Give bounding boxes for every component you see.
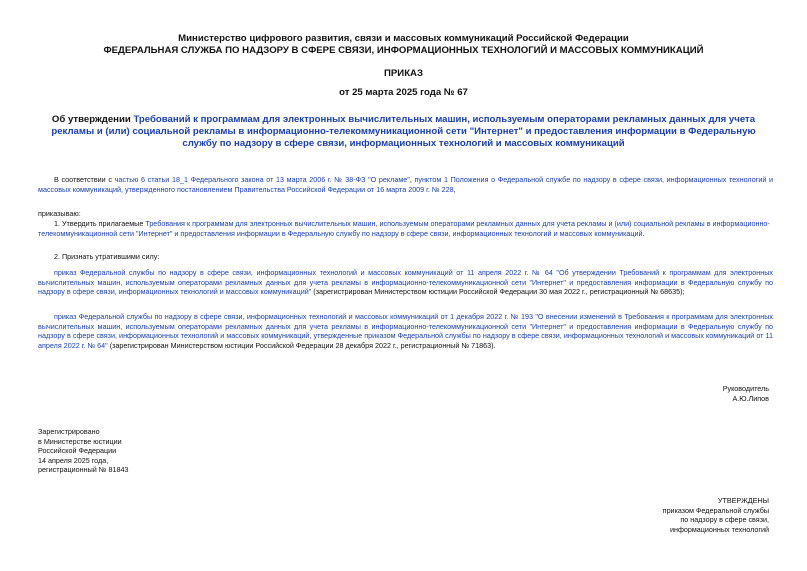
p2-suffix: . <box>642 228 645 238</box>
approved-line: УТВЕРЖДЕНЫ <box>717 496 769 505</box>
paragraph-repeal-order-193 <box>38 312 773 350</box>
approved-line: приказом Федеральной службы <box>662 505 769 515</box>
p1-mid: , <box>409 175 415 184</box>
p1-prefix: В соответствии с <box>54 175 115 184</box>
document-title <box>36 114 771 150</box>
order-193-link[interactable]: приказ Федеральной службы по надзору в сфере связи, информационных технологий и массовых коммуникаций от 1 декабря 2022 г. № 193 "О внесении изменений в Требования к программам для электронных вычислительных машин, используемым операторами рекламных данных для учета рекламы в информационно-телекоммуникационной сети "Интернет" и предоставления информации в Федеральную службу по надзору в сфере связи, информационных технологий и массовых коммуникаций, утвержденные приказом Федеральной службы по надзору в сфере связи, информационных технологий и массовых коммуникаций от 11 апреля 2022 г. № 64" <box>38 312 773 350</box>
law-link[interactable]: частью 6 статьи 18_1 Федерального закона от 13 марта 2006 г. № 38-ФЗ "О рекламе" <box>114 175 410 184</box>
p1-suffix: , <box>453 184 456 194</box>
service-name: ФЕДЕРАЛЬНАЯ СЛУЖБА ПО НАДЗОРУ В СФЕРЕ СВЯЗИ, ИНФОРМАЦИОННЫХ ТЕХНОЛОГИЙ И МАССОВЫХ КОММУНИКАЦИЙ <box>103 45 704 56</box>
signature-name: А.Ю.Липов <box>732 393 769 403</box>
ministry-name: Министерство цифрового развития, связи и массовых коммуникаций Российской Федерации <box>178 33 629 44</box>
document-header <box>30 33 777 57</box>
p5-suffix: (зарегистрирован Министерством юстиции Российской Федерации 28 декабря 2022 г., регистрационный № 71863). <box>107 340 496 350</box>
signature-role: Руководитель <box>722 384 769 393</box>
registration-block <box>38 427 128 475</box>
paragraph-repeal-heading: 2. Признать утратившими силу: <box>54 252 160 261</box>
registration-line: Российской Федерации <box>38 446 117 456</box>
order-64-link[interactable]: приказ Федеральной службы по надзору в сфере связи, информационных технологий и массовых коммуникаций от 11 апреля 2022 г. № 64 "Об утверждении Требований к программам для электронных вычислительных машин, используемым операторами рекламных данных для учета рекламы в информационно-телекоммуникационной сети "Интернет" и предоставления информации в Федеральную службу по надзору в сфере связи, информационных технологий и массовых коммуникаций" <box>38 268 773 297</box>
approved-line: информационных технологий <box>669 524 769 534</box>
signature-block <box>723 384 769 403</box>
registration-line: 14 апреля 2025 года, <box>38 455 109 465</box>
title-link[interactable]: Требований к программам для электронных вычислительных машин, используемым операторами рекламных данных для учета рекламы и (или) социальной рекламы в информационно-телекоммуникационной сети "Интернет" и предоставления информации в Федеральную службу по надзору в сфере связи, информационных технологий и массовых коммуникаций <box>51 114 756 149</box>
requirements-link[interactable]: Требования к программам для электронных вычислительных машин, используемым операторами рекламных данных для учета рекламы и (или) социальной рекламы в информационно-телекоммуникационной сети "Интернет" и предоставления информации в Федеральную службу по надзору в сфере связи, информационных технологий и массовых коммуникаций <box>38 219 770 238</box>
doc-type: ПРИКАЗ <box>384 68 423 79</box>
approved-block <box>663 496 769 534</box>
p4-suffix: (зарегистрирован Министерством юстиции Российской Федерации 30 мая 2022 г., регистрационный № 68635); <box>311 287 685 297</box>
p2-prefix: 1. Утвердить прилагаемые <box>54 219 146 228</box>
doc-date-number: от 25 марта 2025 года № 67 <box>339 87 468 98</box>
paragraph-basis <box>38 175 773 194</box>
paragraph-approve <box>38 219 773 238</box>
registration-line: регистрационный № 81843 <box>38 465 129 475</box>
title-prefix: Об утверждении <box>51 114 134 125</box>
approved-line: по надзору в сфере связи, <box>680 515 769 525</box>
paragraph-repeal-order-64 <box>38 268 773 297</box>
registration-line: в Министерстве юстиции <box>38 436 122 446</box>
prikazyvayu-text: приказываю: <box>38 209 81 218</box>
registration-line: Зарегистрировано <box>38 427 100 436</box>
regulation-link[interactable]: пунктом 1 Положения о Федеральной службе по надзору в сфере связи, информационных технологий и массовых коммуникаций, утвержденного постановлением Правительства Российской Федерации от 16 марта 2009 г. № 228 <box>38 175 774 194</box>
